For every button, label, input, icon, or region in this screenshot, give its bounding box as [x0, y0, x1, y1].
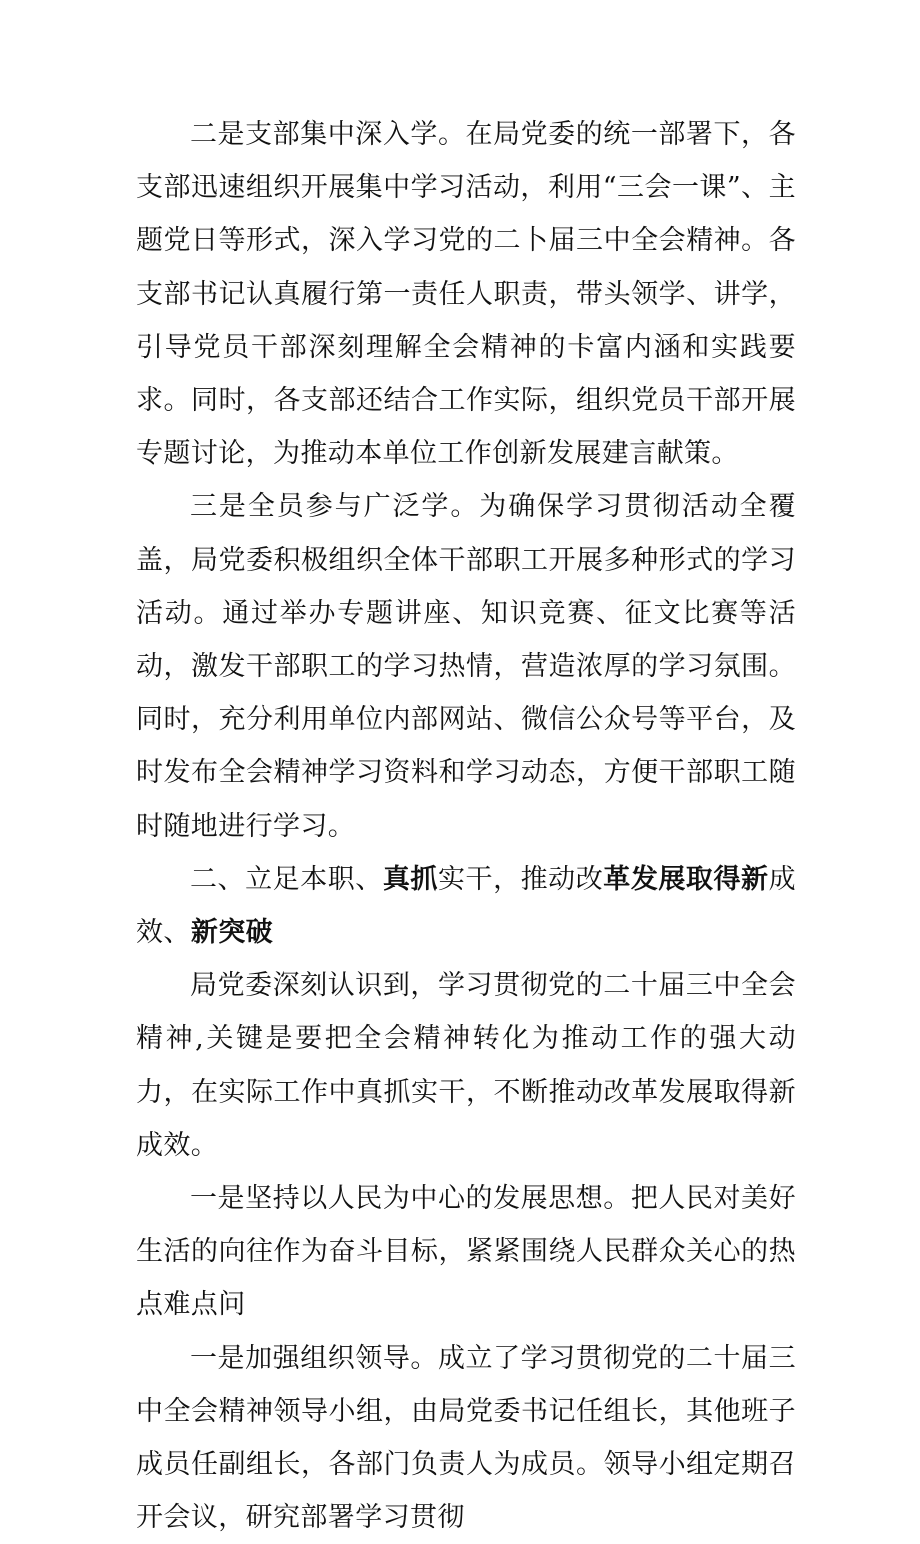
- heading-text-1: 二、立足本职、: [190, 863, 383, 895]
- paragraph-branch-study: 二是支部集中深入学。在局党委的统一部署下，各支部迅速组织开展集中学习活动，利用“三会一课”、主题党日等形式，深入学习党的二卜届三中全会精神。各支部书记认真履行第一责任人职责，带头领学、讲学，引导党员干部深刻理解全会精神的卡富内涵和实践要求。同时，各支部还结合工作实际，组织党员干部开展专题讨论，为推动本单位工作创新发展建言献策。: [136, 119, 796, 470]
- heading-text-5: 成效、: [136, 863, 796, 949]
- paragraph-party-committee: 局党委深刻认识到，学习贯彻党的二十届三中全会精神,关键是要把全会精神转化为推动工作的强大动力，在实际工作中真抓实干，不断推动改革发展取得新成效。: [136, 970, 796, 1161]
- document-body: [136, 108, 796, 1544]
- paragraph-organizational-leadership: 一是加强组织领导。成立了学习贯彻党的二十届三中全会精神领导小组，由局党委书记任组长，其他班子成员任副组长，各部门负责人为成员。领导小组定期召开会议，研究部署学习贯彻: [136, 1342, 796, 1534]
- heading-text-3: 实干，推动改: [437, 863, 604, 895]
- paragraph-all-staff-study: 三是全员参与广泛学。为确保学习贯彻活动全覆盖，局党委积极组织全体干部职工开展多种形式的学习活动。通过举办专题讲座、知识竞赛、征文比赛等活动，激发干部职工的学习热情，营造浓厚的学习氛围。同时，充分利用单位内部网站、微信公众号等平台，及时发布全会精神学习资料和学习动态，方便干部职工随时随地进行学习。: [136, 491, 796, 842]
- heading-text-4: 革发展取得新: [603, 863, 769, 895]
- section-heading: [136, 853, 796, 959]
- heading-text-2: 真抓: [382, 863, 438, 895]
- heading-text-6: 新突破: [190, 917, 274, 949]
- paragraph-people-centered: 一是坚持以人民为中心的发展思想。把人民对美好生活的向往作为奋斗目标，紧紧围绕人民群众关心的热点难点问: [136, 1183, 796, 1321]
